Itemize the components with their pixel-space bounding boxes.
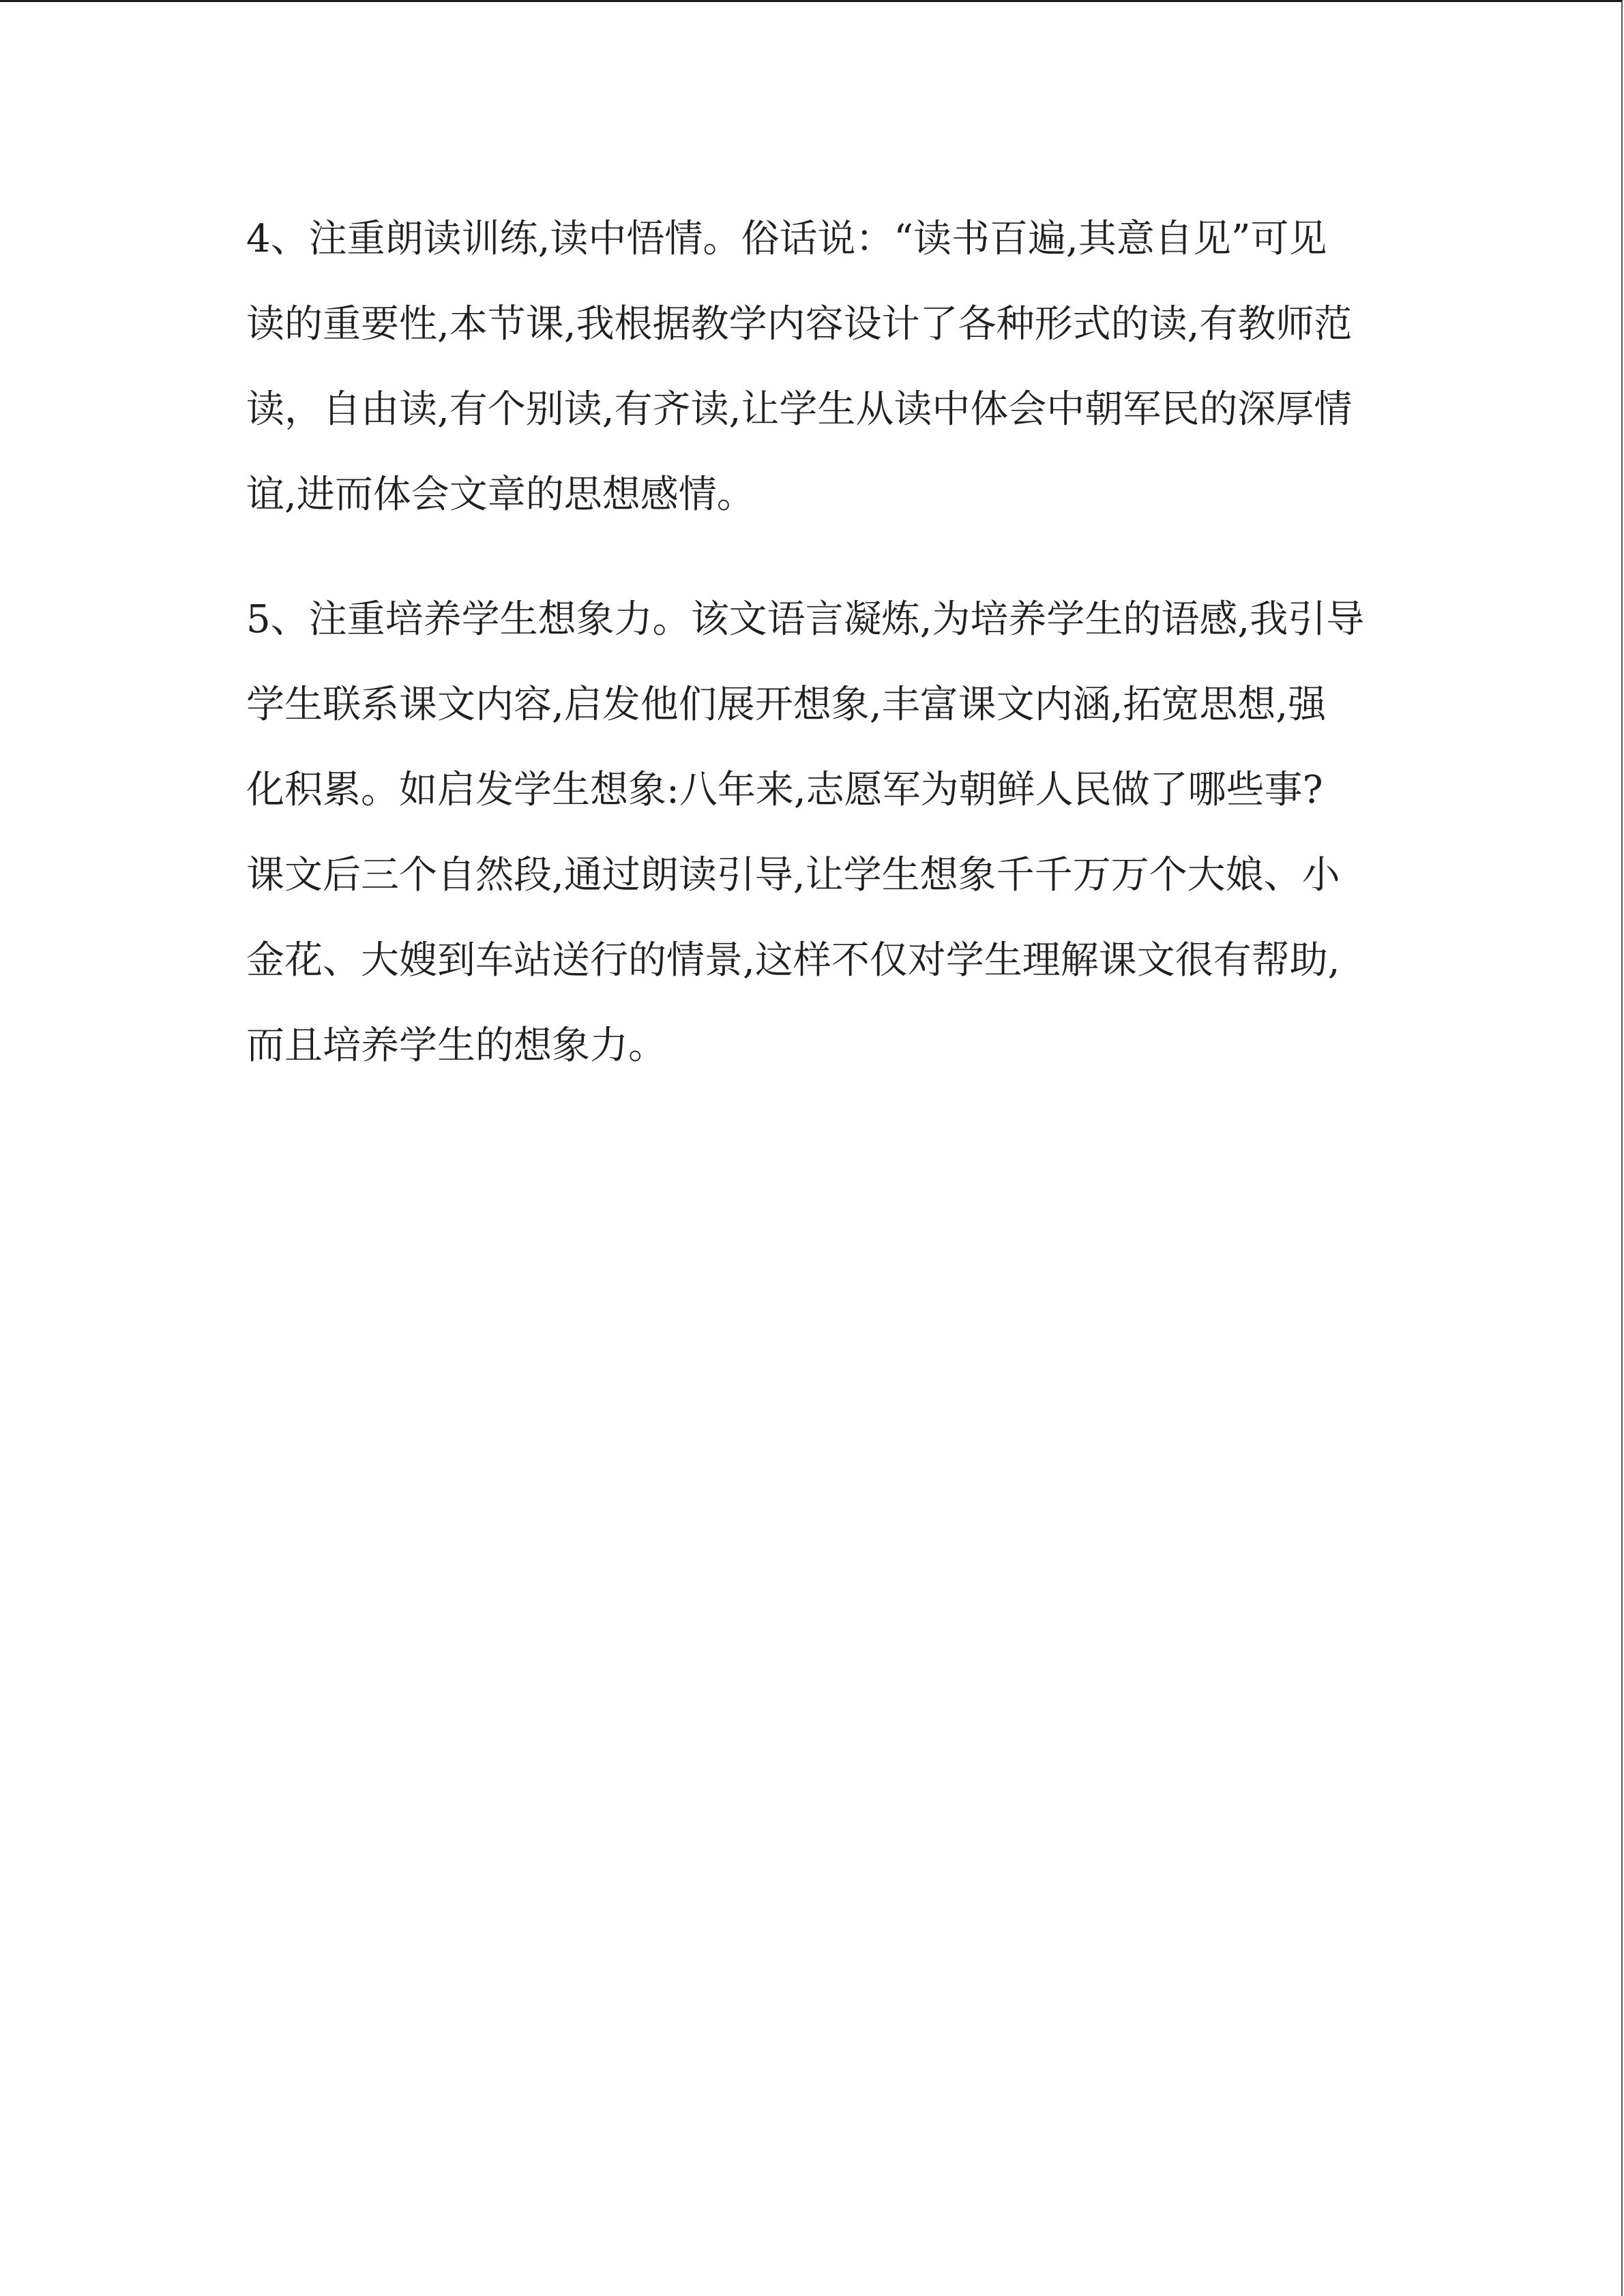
paragraph-line: 谊,进而体会文章的思想感情。 [246,473,755,517]
paragraph-line: 学生联系课文内容,启发他们展开想象,丰富课文内涵,拓宽思想,强 [246,683,1327,727]
paragraph-line: 读，自由读,有个别读,有齐读,让学生从读中体会中朝军民的深厚情 [246,387,1353,432]
paragraph-line: 读的重要性,本节课,我根据教学内容设计了各种形式的读,有教师范 [246,302,1353,346]
paragraph-imagination-training [246,577,1406,1088]
paragraph-line: 5、注重培养学生想象力。该文语言凝炼,为培养学生的语感,我引导 [246,597,1365,642]
paragraph-line: 化积累。如启发学生想象:八年来,志愿军为朝鲜人民做了哪些事? [246,768,1323,812]
paragraph-line: 课文后三个自然段,通过朗读引导,让学生想象千千万万个大娘、小 [246,853,1340,897]
paragraph-reading-training [246,196,1406,537]
paragraph-line: 4、注重朗读训练,读中悟情。俗话说：“读书百遍,其意自见”可见 [246,217,1327,261]
paragraph-line: 金花、大嫂到车站送行的情景,这样不仅对学生理解课文很有帮助, [246,938,1340,983]
paragraph-line: 而且培养学生的想象力。 [246,1024,666,1068]
